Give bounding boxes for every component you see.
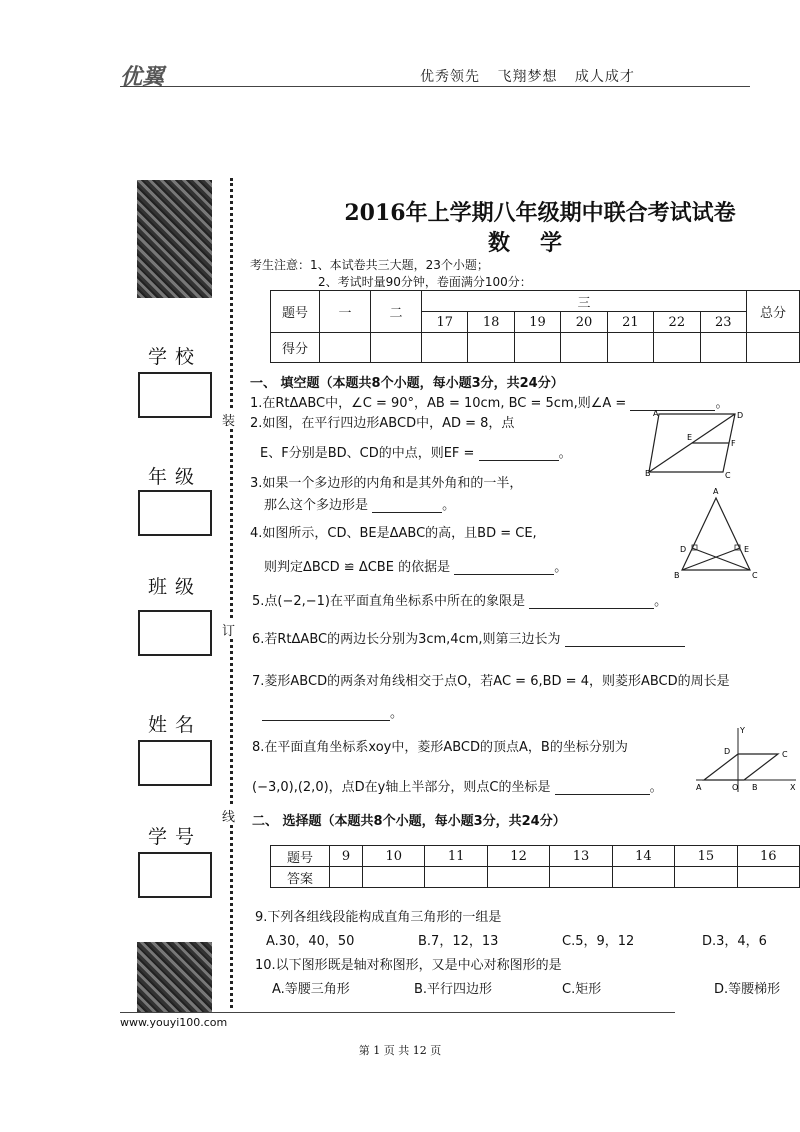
score-subcol: 23	[700, 312, 746, 333]
fig-label: X	[790, 783, 796, 792]
binding-dotted-line	[230, 178, 233, 1008]
score-cell[interactable]	[607, 333, 653, 363]
period: 。	[649, 780, 663, 795]
triangle-figure	[672, 486, 762, 582]
answer-cell[interactable]	[675, 867, 737, 888]
q10-option-c[interactable]: C.矩形	[562, 982, 602, 997]
score-total-label: 总分	[747, 291, 800, 333]
period: 。	[390, 706, 404, 721]
binding-char-zhuang: 装	[222, 410, 235, 429]
question-8: 8.在平面直角坐标系xoy中，菱形ABCD的顶点A，B的坐标分别为	[252, 740, 628, 755]
fig-label: F	[731, 439, 736, 448]
exam-subject: 数学	[487, 230, 592, 256]
score-subcol: 22	[654, 312, 700, 333]
question-3: 3.如果一个多边形的内角和是其外角和的一半，	[250, 476, 523, 491]
question-9: 9.下列各组线段能构成直角三角形的一组是	[255, 910, 502, 925]
score-subcol: 18	[468, 312, 514, 333]
question-5	[252, 590, 667, 609]
score-cell[interactable]	[514, 333, 560, 363]
fig-label: O	[732, 783, 739, 792]
question-6	[252, 628, 685, 647]
label-class: 班级	[148, 576, 203, 598]
question-4-text: 则判定ΔBCD ≌ ΔCBE 的依据是	[264, 560, 451, 575]
score-cell[interactable]	[320, 333, 371, 363]
label-name: 姓名	[148, 714, 203, 736]
question-5-text: 5.点(−2,−1)在平面直角坐标系中所在的象限是	[252, 594, 526, 609]
q9-option-d[interactable]: D.3，4，6	[702, 934, 767, 949]
footer-url: www.youyi100.com	[120, 1016, 228, 1029]
answer-table-num: 14	[612, 846, 674, 867]
q9-option-b[interactable]: B.7，12，13	[418, 934, 499, 949]
score-col-2: 二	[371, 291, 422, 333]
question-2-text: E、F分别是BD、CD的中点，则EF =	[260, 446, 475, 461]
question-8-cont	[252, 776, 663, 795]
fig-label: B	[752, 783, 758, 792]
answer-cell[interactable]	[487, 867, 549, 888]
q10-option-a[interactable]: A.等腰三角形	[272, 982, 350, 997]
score-cell[interactable]	[468, 333, 514, 363]
binding-char-xian: 线	[222, 806, 235, 825]
fig-label: D	[680, 545, 687, 554]
question-4: 4.如图所示，CD、BE是ΔABC的高，且BD = CE,	[250, 526, 537, 541]
fig-label: C	[725, 471, 731, 478]
question-1-text: 1.在RtΔABC中，∠C = 90°，AB = 10cm, BC = 5cm,则∠A =	[250, 396, 627, 411]
q9-option-a[interactable]: A.30，40，50	[266, 934, 355, 949]
coordinate-figure	[692, 724, 798, 794]
fig-label: D	[724, 747, 731, 756]
score-col-1: 一	[320, 291, 371, 333]
binding-char-ding: 订	[222, 620, 235, 639]
score-cell[interactable]	[700, 333, 746, 363]
answer-table-num: 12	[487, 846, 549, 867]
fig-label: E	[744, 545, 750, 554]
question-3-cont	[264, 494, 455, 513]
score-cell[interactable]	[371, 333, 422, 363]
score-row-label: 得分	[271, 333, 320, 363]
class-field[interactable]	[138, 610, 212, 656]
question-7: 7.菱形ABCD的两条对角线相交于点O，若AC = 6,BD = 4，则菱形ABCD的周长是	[252, 674, 730, 689]
answer-blank-6[interactable]	[565, 646, 685, 647]
answer-blank-8[interactable]	[555, 794, 650, 795]
question-3-text: 那么这个多边形是	[264, 498, 369, 513]
fig-label: Y	[740, 726, 745, 735]
period: 。	[715, 396, 729, 411]
footer-divider	[120, 1012, 675, 1013]
answer-cell[interactable]	[612, 867, 674, 888]
answer-table-label: 题号	[271, 846, 330, 867]
answer-blank-3[interactable]	[372, 512, 442, 513]
question-8-text: (−3,0),(2,0)，点D在y轴上半部分，则点C的坐标是	[252, 780, 551, 795]
section-1-heading: 一、 填空题（本题共8个小题，每小题3分，共24分）	[250, 376, 564, 391]
q10-option-b[interactable]: B.平行四边形	[414, 982, 493, 997]
score-cell[interactable]	[561, 333, 607, 363]
question-10: 10.以下图形既是轴对称图形，又是中心对称图形的是	[255, 958, 562, 973]
fig-label: A	[696, 783, 702, 792]
answer-table-num: 13	[550, 846, 612, 867]
score-col-3: 三	[422, 291, 747, 312]
fig-label: E	[687, 433, 693, 442]
grade-field[interactable]	[138, 490, 212, 536]
question-4-cont	[264, 556, 567, 575]
school-field[interactable]	[138, 372, 212, 418]
answer-table-num: 16	[737, 846, 799, 867]
answer-blank-7[interactable]	[262, 720, 390, 721]
header-slogan: 优秀领先 飞翔梦想 成人成才	[420, 69, 635, 85]
score-subcol: 21	[607, 312, 653, 333]
parallelogram-figure	[645, 406, 745, 478]
answer-table-num: 9	[330, 846, 363, 867]
student-id-field[interactable]	[138, 852, 212, 898]
section-2-heading: 二、 选择题（本题共8个小题，每小题3分，共24分）	[252, 814, 566, 829]
score-header-label: 题号	[271, 291, 320, 333]
fig-label: C	[782, 750, 788, 759]
answer-table-label: 答案	[271, 867, 330, 888]
score-subcol: 19	[514, 312, 560, 333]
notice-line-1: 考生注意：1、本试卷共三大题，23个小题；	[250, 258, 489, 272]
period: 。	[558, 446, 572, 461]
answer-table	[270, 845, 800, 888]
header-divider	[120, 86, 750, 87]
q9-option-c[interactable]: C.5，9，12	[562, 934, 635, 949]
answer-blank-2[interactable]	[479, 460, 559, 461]
period: 。	[442, 498, 456, 513]
notice-line-2: 2、考试时量90分钟，卷面满分100分：	[318, 275, 532, 289]
score-subcol: 20	[561, 312, 607, 333]
score-cell[interactable]	[747, 333, 800, 363]
answer-table-num: 11	[425, 846, 487, 867]
fig-label: D	[737, 411, 744, 420]
fig-label: A	[653, 409, 659, 418]
q10-option-d[interactable]: D.等腰梯形	[714, 982, 781, 997]
question-2-cont	[260, 442, 572, 461]
question-7-blank-row	[262, 702, 403, 721]
score-table	[270, 290, 800, 363]
period: 。	[654, 594, 668, 609]
question-2: 2.如图，在平行四边形ABCD中，AD = 8，点	[250, 416, 515, 431]
score-cell[interactable]	[422, 333, 468, 363]
period: 。	[554, 560, 568, 575]
answer-table-num: 15	[675, 846, 737, 867]
answer-cell[interactable]	[330, 867, 363, 888]
answer-cell[interactable]	[425, 867, 487, 888]
answer-cell[interactable]	[550, 867, 612, 888]
answer-blank-5[interactable]	[529, 608, 654, 609]
page-number: 第 1 页 共 12 页	[358, 1044, 442, 1057]
label-student-id: 学号	[148, 826, 203, 848]
brand-logo: 优翼	[120, 65, 165, 90]
fig-label: A	[713, 487, 719, 496]
name-field[interactable]	[138, 740, 212, 786]
photo-block-bottom	[137, 942, 212, 1012]
answer-cell[interactable]	[363, 867, 425, 888]
fig-label: B	[674, 571, 680, 580]
answer-blank-4[interactable]	[454, 574, 554, 575]
score-subcol: 17	[422, 312, 468, 333]
answer-cell[interactable]	[737, 867, 799, 888]
exam-title: 2016年上学期八年级期中联合考试试卷	[344, 200, 736, 226]
question-6-text: 6.若RtΔABC的两边长分别为3cm,4cm,则第三边长为	[252, 632, 561, 647]
fig-label: B	[645, 469, 651, 478]
photo-block-top	[137, 180, 212, 298]
answer-table-num: 10	[363, 846, 425, 867]
label-school: 学校	[148, 346, 203, 368]
score-cell[interactable]	[654, 333, 700, 363]
label-grade: 年级	[148, 466, 203, 488]
fig-label: C	[752, 571, 758, 580]
